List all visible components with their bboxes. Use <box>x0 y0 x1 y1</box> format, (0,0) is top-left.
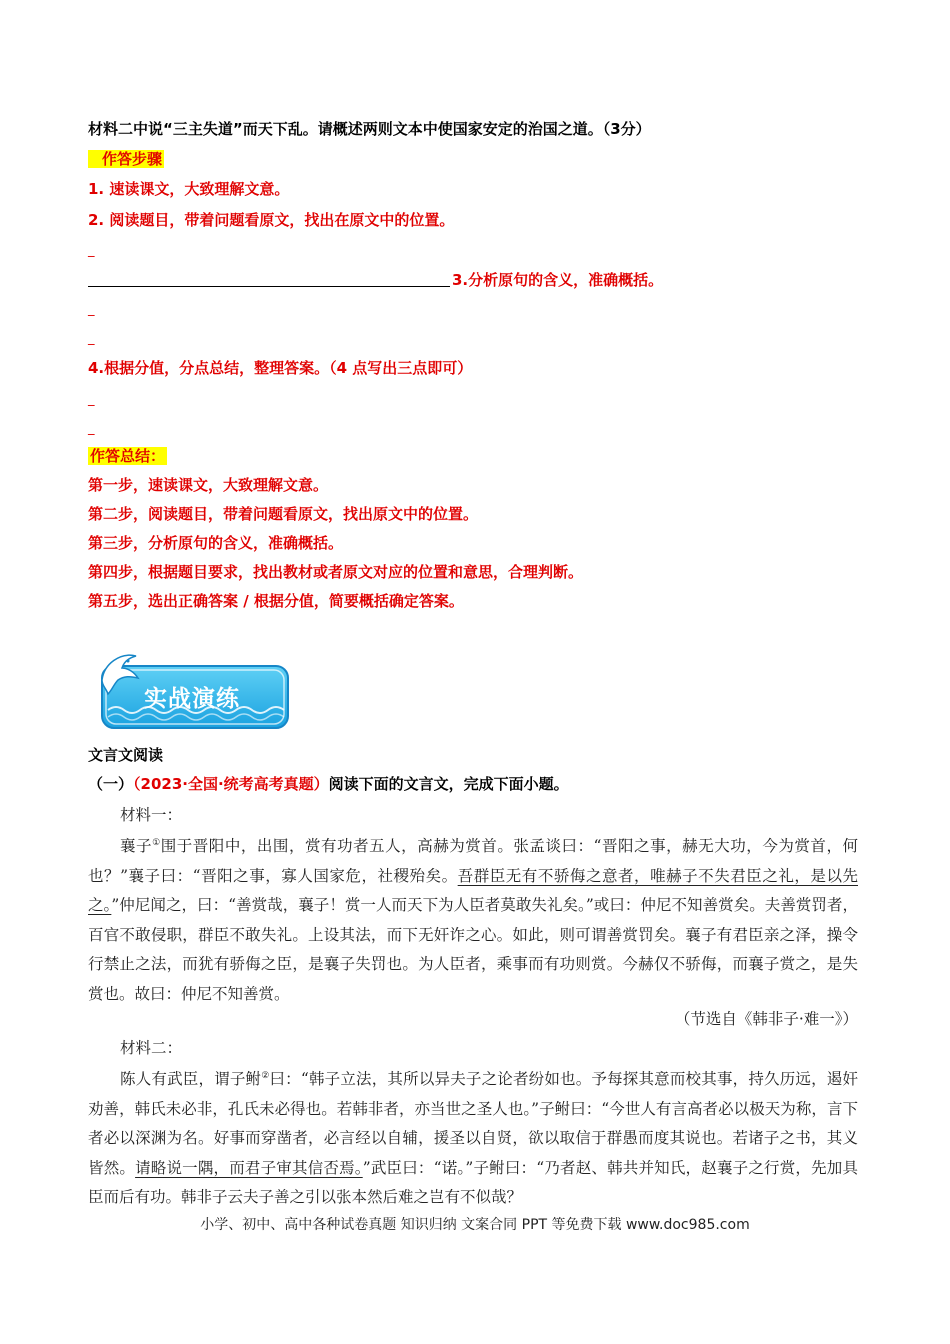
steps-heading <box>88 148 164 169</box>
summary-heading <box>88 445 167 466</box>
m1-text-a: 襄子 <box>120 837 153 856</box>
answer-blank-1: _ <box>88 243 95 258</box>
item-source: （2023·全国·统考高考真题） <box>133 775 329 793</box>
summary-step-1: 第一步，速读课文，大致理解文意。 <box>88 476 329 494</box>
footnote-marker-1: ① <box>152 838 161 848</box>
m2-text-c: ”武臣曰：“诺。”子鲋曰：“乃者赵、韩共并知氏，赵襄子之行赏，先加具臣而后有功。韩非子云夫子善之引以张本然后难之岂有不似哉？ <box>88 1158 858 1207</box>
banner-label: 实战演练 <box>144 686 240 712</box>
answer-blank-2: _ <box>88 302 95 317</box>
answer-blank-5: _ <box>88 421 95 436</box>
m2-text-b: 曰：“韩子立法，其所以异夫子之论者纷如也。予每探其意而校其事，持久历远，遏奸劝善，韩氏未必非，孔氏未必得也。若韩非者，亦当世之圣人也。”子鲋曰：“今世人有言高者必以极天为称，言下者必以深渊为名。好事而穿凿者，必言经以自辅，援圣以自贤，欲以取信于群愚而度其说也。若诸子之书，其义皆然。 <box>88 1070 858 1177</box>
m1-text-c: ”仲尼闻之，曰：“善赏哉，襄子！赏一人而天下为人臣者莫敢失礼矣。”或曰：仲尼不知善赏矣。夫善赏罚者，百官不敢侵职，群臣不敢失礼。上设其法，而下无奸诈之心。如此，则可谓善赏罚矣。襄子有君臣亲之泽，操令行禁止之法，而犹有骄侮之臣，是襄子失罚也。为人臣者，乘事而有功则赏。今赫仅不骄侮，而襄子赏之，是失赏也。故曰：仲尼不知善赏。 <box>88 896 858 1003</box>
material-1-passage <box>88 829 858 1009</box>
m1-underlined-sentence: 吾群臣无有不骄侮之意者，唯赫子不失君臣之礼，是以先之。 <box>88 866 858 915</box>
answer-blank-3: _ <box>88 331 95 346</box>
summary-step-3: 第三步，分析原句的含义，准确概括。 <box>88 534 344 552</box>
answer-underline <box>88 286 450 287</box>
summary-step-4: 第四步，根据题目要求，找出教材或者原文对应的位置和意思，合理判断。 <box>88 563 584 581</box>
page-footer: 小学、初中、高中各种试卷真题 知识归纳 文案合同 PPT 等免费下载 www.doc985.com <box>200 1217 750 1233</box>
material-1-source: （节选自《韩非子·难一》） <box>674 1010 858 1028</box>
item-instruction: 阅读下面的文言文，完成下面小题。 <box>328 775 569 793</box>
m2-text-a: 陈人有武臣，谓子鲋 <box>120 1070 262 1089</box>
material-1-title: 材料一： <box>120 806 183 824</box>
summary-title: 作答总结： <box>90 447 166 465</box>
summary-step-5: 第五步，选出正确答案 / 根据分值，简要概括确定答案。 <box>88 592 464 610</box>
step-4: 4.根据分值，分点总结，整理答案。（4 点写出三点即可） <box>88 359 473 377</box>
steps-title: 作答步骤 <box>88 150 164 168</box>
practice-banner <box>98 650 290 730</box>
step-1: 1. 速读课文，大致理解文意。 <box>88 180 290 198</box>
summary-step-2: 第二步，阅读题目，带着问题看原文，找出原文中的位置。 <box>88 505 479 523</box>
step-2: 2. 阅读题目，带着问题看原文，找出在原文中的位置。 <box>88 211 455 229</box>
item-heading <box>88 773 569 794</box>
answer-blank-4: _ <box>88 392 95 407</box>
footnote-marker-2: ② <box>261 1071 270 1081</box>
material-2-passage <box>88 1062 858 1210</box>
item-prefix: （一） <box>88 775 134 793</box>
material-2-title: 材料二： <box>120 1039 183 1057</box>
question-text: 材料二中说“三主失道”而天下乱。请概述两则文本中使国家安定的治国之道。（3分） <box>88 120 651 138</box>
m1-text-b: 围于晋阳中，出围，赏有功者五人，高赫为赏首。张孟谈曰：“晋阳之事，赫无大功，今为赏首，何也？”襄子曰：“晋阳之事，寡人国家危，社稷殆矣。 <box>88 837 858 885</box>
m2-underlined-sentence: 请略说一隅，而君子审其信否焉。 <box>135 1158 363 1177</box>
section-title: 文言文阅读 <box>88 746 164 764</box>
step-3: 3.分析原句的含义，准确概括。 <box>452 271 664 289</box>
